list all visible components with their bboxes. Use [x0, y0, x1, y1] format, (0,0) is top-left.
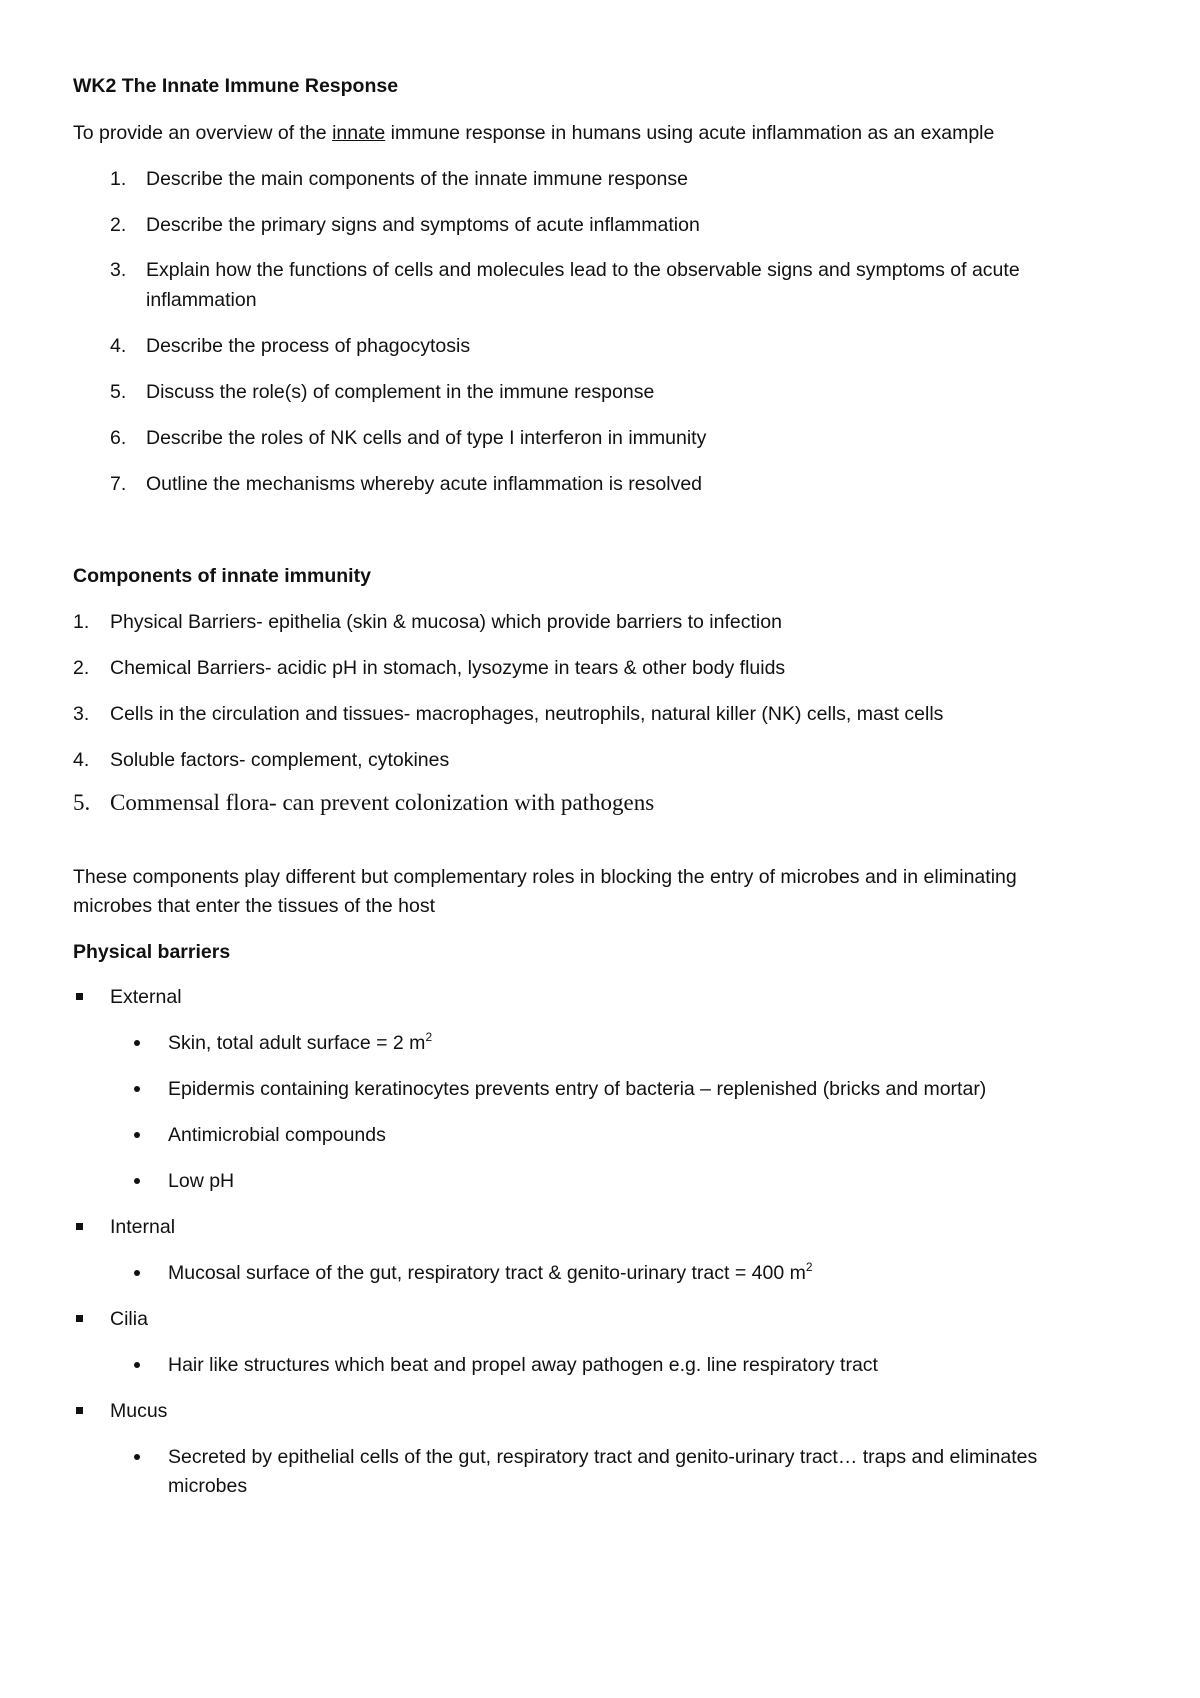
square-bullet-icon: [76, 1315, 83, 1322]
objective-number: 3.: [110, 259, 127, 281]
intro-before: To provide an overview of the: [73, 122, 333, 144]
intro-text: [73, 121, 994, 145]
round-bullet-icon: [134, 1040, 140, 1046]
round-bullet-icon: [134, 1178, 140, 1184]
objective-text: Describe the main components of the innate immune response: [146, 168, 688, 190]
objective-number: 2.: [110, 214, 127, 236]
component-number: 4.: [73, 749, 90, 771]
objective-number: 1.: [110, 168, 127, 190]
external-label: External: [110, 986, 182, 1008]
component-number: 5.: [73, 790, 91, 815]
mucus-item-line-1: Secreted by epithelial cells of the gut, respiratory tract and genito-urinary tract… traps and eliminates: [168, 1446, 1038, 1468]
component-text: Cells in the circulation and tissues- macrophages, neutrophils, natural killer (NK) cells, mast cells: [110, 703, 944, 725]
summary-line-2: microbes that enter the tissues of the host: [73, 895, 436, 917]
superscript: 2: [425, 1030, 433, 1044]
square-bullet-icon: [76, 1223, 83, 1230]
objective-number: 7.: [110, 473, 127, 495]
component-number: 2.: [73, 657, 90, 679]
square-bullet-icon: [76, 1407, 83, 1414]
component-number: 1.: [73, 611, 90, 633]
mucus-item-line-2: microbes: [168, 1475, 248, 1497]
external-item: Low pH: [168, 1170, 235, 1192]
mucus-label: Mucus: [110, 1400, 168, 1422]
component-number: 3.: [73, 703, 90, 725]
page-title: WK2 The Innate Immune Response: [73, 75, 399, 97]
objective-number: 4.: [110, 335, 127, 357]
objective-text: Discuss the role(s) of complement in the immune response: [146, 381, 655, 403]
round-bullet-icon: [134, 1362, 140, 1368]
superscript: 2: [805, 1260, 813, 1274]
external-item: Antimicrobial compounds: [168, 1124, 386, 1146]
physical-barriers-heading: Physical barriers: [73, 941, 231, 963]
objective-text: Describe the process of phagocytosis: [146, 335, 471, 357]
cilia-item: Hair like structures which beat and propel away pathogen e.g. line respiratory tract: [168, 1354, 878, 1376]
objective-text: Describe the primary signs and symptoms of acute inflammation: [146, 214, 700, 236]
objective-text: Explain how the functions of cells and molecules lead to the observable signs and symptoms of acute: [146, 259, 1020, 281]
component-text: Commensal flora- can prevent colonization with pathogens: [110, 790, 655, 815]
objective-number: 5.: [110, 381, 127, 403]
internal-label: Internal: [110, 1216, 176, 1238]
external-item-text: Skin, total adult surface = 2 m: [168, 1032, 426, 1054]
square-bullet-icon: [76, 993, 83, 1000]
round-bullet-icon: [134, 1086, 140, 1092]
intro-underlined: innate: [332, 122, 386, 144]
round-bullet-icon: [134, 1132, 140, 1138]
component-text: Soluble factors- complement, cytokines: [110, 749, 450, 771]
components-heading: Components of innate immunity: [73, 565, 371, 587]
round-bullet-icon: [134, 1454, 140, 1460]
summary-line-1: These components play different but complementary roles in blocking the entry of microbes and in eliminating: [73, 866, 1017, 888]
objective-text: Outline the mechanisms whereby acute inflammation is resolved: [146, 473, 703, 495]
objective-number: 6.: [110, 427, 127, 449]
round-bullet-icon: [134, 1270, 140, 1276]
objective-text: Describe the roles of NK cells and of type I interferon in immunity: [146, 427, 707, 449]
external-item: Epidermis containing keratinocytes prevents entry of bacteria – replenished (bricks and mortar): [168, 1078, 987, 1100]
component-text: Chemical Barriers- acidic pH in stomach, lysozyme in tears & other body fluids: [110, 657, 786, 679]
intro-after: immune response in humans using acute inflammation as an example: [385, 122, 995, 144]
internal-item-text: Mucosal surface of the gut, respiratory tract & genito-urinary tract = 400 m: [168, 1262, 806, 1284]
component-text: Physical Barriers- epithelia (skin & mucosa) which provide barriers to infection: [110, 611, 782, 633]
external-item: [168, 1031, 432, 1055]
cilia-label: Cilia: [110, 1308, 148, 1330]
objective-text-continued: inflammation: [146, 289, 257, 311]
internal-item: [168, 1261, 813, 1285]
